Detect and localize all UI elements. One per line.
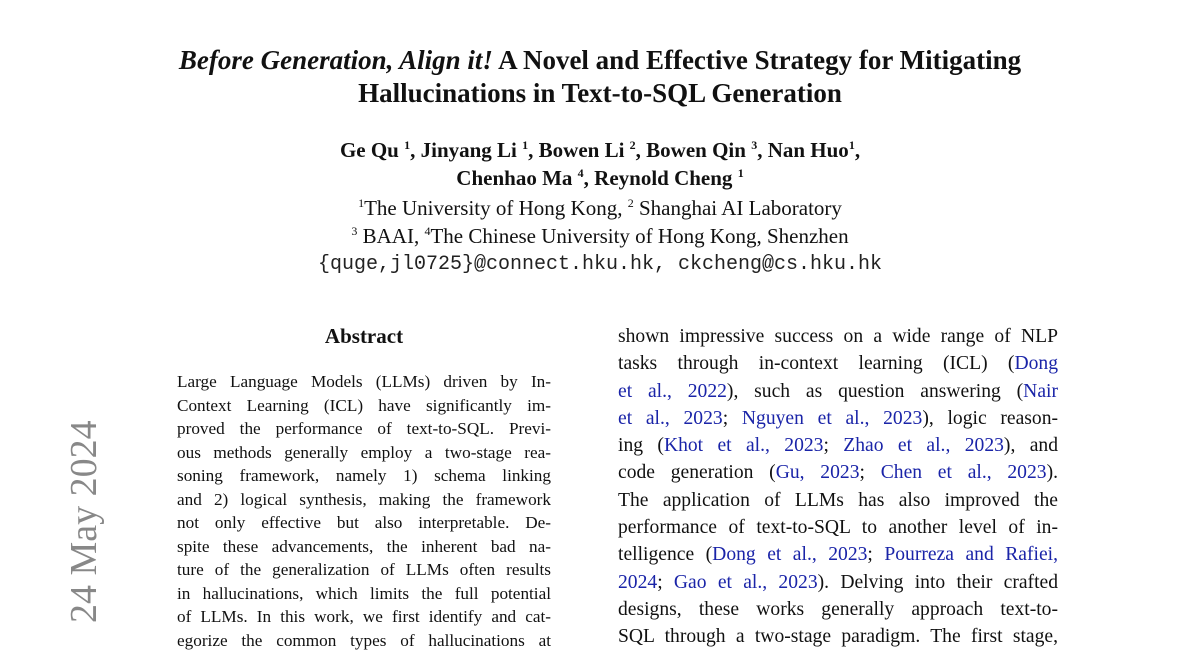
abstract-line: proved the performance of text-to-SQL. Previ- [177, 417, 551, 441]
intro-line [618, 514, 1058, 541]
abstract-line: egorize the common types of hallucinations at [177, 629, 551, 652]
affil-sup: 3 [351, 224, 357, 238]
affiliation-shanghai-ai-lab: Shanghai AI Laboratory [639, 196, 842, 220]
intro-text: ). Delving into their crafted [818, 572, 1058, 593]
author: Bowen Li [539, 138, 625, 162]
abstract-line: in hallucinations, which limits the full potential [177, 582, 551, 606]
title-rest: A Novel and Effective Strategy for Mitigating [493, 45, 1021, 75]
intro-text: ; [657, 572, 674, 593]
intro-text: ; [823, 435, 843, 456]
author-sup: 2 [630, 138, 636, 152]
intro-text: tasks through in-context learning (ICL) ( [618, 353, 1014, 374]
affiliation-baai: BAAI, [363, 224, 420, 248]
citation-link[interactable]: 2024 [618, 572, 657, 593]
abstract-line: ture of the generalization of LLMs often results [177, 558, 551, 582]
abstract-heading: Abstract [178, 322, 550, 350]
intro-line [618, 459, 1058, 486]
affiliation-hku: The University of Hong Kong, [364, 196, 622, 220]
affil-sup: 1 [358, 196, 364, 210]
author: Ge Qu [340, 138, 399, 162]
intro-text: ; [867, 544, 884, 565]
intro-line [618, 541, 1058, 568]
paper-title [100, 44, 1100, 110]
title-italic: Before Generation, Align it! [179, 45, 493, 75]
author-sup: 1 [522, 138, 528, 152]
abstract-line: not only effective but also interpretable. De- [177, 511, 551, 535]
intro-line [618, 350, 1058, 377]
intro-text: ), logic reason- [922, 408, 1058, 429]
citation-link[interactable]: Dong et al., 2023 [712, 544, 867, 565]
citation-link[interactable]: Pourreza and Rafiei, [884, 544, 1058, 565]
author-sup: 1 [849, 138, 855, 152]
citation-link[interactable]: Khot et al., 2023 [664, 435, 824, 456]
author: Bowen Qin [646, 138, 746, 162]
citation-link[interactable]: Zhao et al., 2023 [843, 435, 1004, 456]
intro-text: ), and [1004, 435, 1058, 456]
author-emails: {quge,jl0725}@connect.hku.hk, ckcheng@cs.hku.hk [150, 252, 1050, 278]
citation-link[interactable]: Gu, 2023 [776, 462, 860, 483]
intro-text: The application of LLMs has also improved the [618, 490, 1058, 511]
author-sup: 1 [738, 166, 744, 180]
arxiv-date: 24 May 2024 [65, 420, 103, 623]
abstract-body [177, 370, 551, 652]
intro-line [618, 569, 1058, 596]
abstract-line: ous methods generally employ a two-stage rea- [177, 441, 551, 465]
intro-line [618, 323, 1058, 350]
intro-text: telligence ( [618, 544, 712, 565]
abstract-line: of LLMs. In this work, we first identify and cat- [177, 605, 551, 629]
affiliation-line-2 [150, 222, 1050, 250]
intro-line [618, 487, 1058, 514]
affiliation-line-1 [150, 194, 1050, 222]
intro-text: ; [723, 408, 742, 429]
intro-text: ). [1047, 462, 1058, 483]
intro-text: performance of text-to-SQL to another level of in- [618, 517, 1058, 538]
intro-line [618, 378, 1058, 405]
author-list: Ge Qu $^1$, Jinyang Li $^1$, Bowen Li $^2$, Bowen Qin $^3$, Nan Huo$^1$, Chenhao Ma $^4$, Reynold Cheng $^1$ [150, 136, 1050, 192]
author-sup: 4 [578, 166, 584, 180]
intro-column [618, 323, 1058, 651]
abstract-line: Context Learning (ICL) have significantly im- [177, 394, 551, 418]
arxiv-side-stamp [12, 400, 92, 630]
title-line2: Hallucinations in Text-to-SQL Generation [358, 78, 842, 108]
author-sup: 1 [404, 138, 410, 152]
intro-text: designs, these works generally approach text-to- [618, 599, 1058, 620]
author: Nan Huo [768, 138, 849, 162]
abstract-line: and 2) logical synthesis, making the framework [177, 488, 551, 512]
author: Jinyang Li [421, 138, 517, 162]
citation-link[interactable]: Nguyen et al., 2023 [742, 408, 922, 429]
citation-link[interactable]: et al., 2023 [618, 408, 723, 429]
abstract-line: spite these advancements, the inherent bad na- [177, 535, 551, 559]
author: Chenhao Ma [456, 166, 572, 190]
intro-line [618, 596, 1058, 623]
intro-text: shown impressive success on a wide range of NLP [618, 326, 1058, 347]
intro-text: ), such as question answering ( [727, 381, 1023, 402]
intro-text: ing ( [618, 435, 664, 456]
author: Reynold Cheng [594, 166, 732, 190]
citation-link[interactable]: Dong [1014, 353, 1058, 374]
affil-sup: 2 [628, 196, 634, 210]
citation-link[interactable]: Nair [1023, 381, 1058, 402]
intro-line [618, 623, 1058, 650]
citation-link[interactable]: Chen et al., 2023 [881, 462, 1047, 483]
affil-sup: 4 [424, 224, 430, 238]
abstract-line: Large Language Models (LLMs) driven by In- [177, 370, 551, 394]
intro-text: ; [860, 462, 881, 483]
affiliation-cuhk-shenzhen: The Chinese University of Hong Kong, Shenzhen [430, 224, 848, 248]
intro-text: code generation ( [618, 462, 776, 483]
author-sup: 3 [751, 138, 757, 152]
abstract-line: soning framework, namely 1) schema linking [177, 464, 551, 488]
citation-link[interactable]: et al., 2022 [618, 381, 727, 402]
intro-line [618, 432, 1058, 459]
intro-line [618, 405, 1058, 432]
intro-text: SQL through a two-stage paradigm. The first stage, [618, 626, 1058, 647]
citation-link[interactable]: Gao et al., 2023 [674, 572, 818, 593]
